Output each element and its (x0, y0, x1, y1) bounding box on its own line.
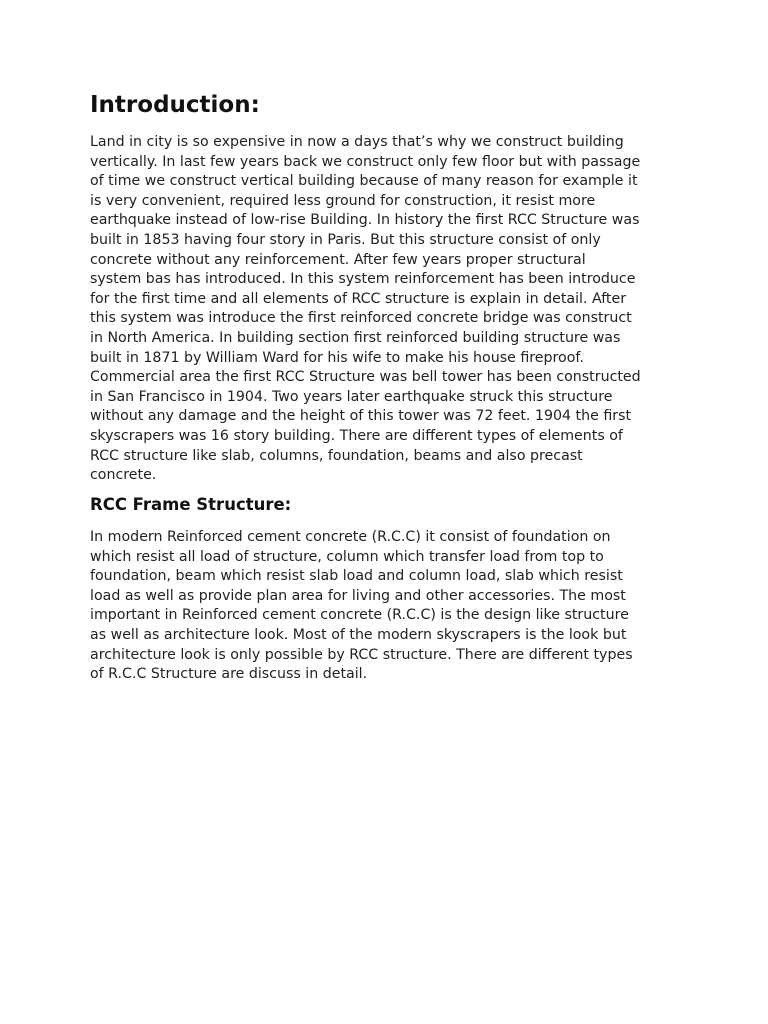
paragraph-line: built in 1871 by William Ward for his wife to make his house fireproof. (90, 349, 584, 366)
paragraph-line: of time we construct vertical building because of many reason for example it (90, 173, 638, 190)
paragraph-line: system bas has introduced. In this system reinforcement has been introduce (90, 271, 636, 288)
paragraph-line: as well as architecture look. Most of the modern skyscrapers is the look but (90, 626, 627, 643)
paragraph-line: Land in city is so expensive in now a days that’s why we construct building (90, 134, 624, 150)
paragraph-line: vertically. In last few years back we construct only few floor but with passage (90, 153, 641, 170)
paragraph-line: In modern Reinforced cement concrete (R.C.C) it consist of foundation on (90, 529, 611, 545)
paragraph-line: of R.C.C Structure are discuss in detail. (90, 666, 368, 683)
paragraph-line: this system was introduce the first reinforced concrete bridge was construct (90, 310, 632, 327)
paragraph-line: in North America. In building section first reinforced building structure was (90, 329, 621, 346)
paragraph-line: is very convenient, required less ground for construction, it resist more (90, 192, 596, 209)
paragraph-line: load as well as provide plan area for living and other accessories. The most (90, 587, 626, 604)
paragraph-line: important in Reinforced cement concrete (R.C.C) is the design like structure (90, 607, 629, 624)
rcc-frame-paragraph (90, 528, 690, 685)
paragraph-line: earthquake instead of low-rise Building. In history the first RCC Structure was (90, 212, 640, 229)
paragraph-line: concrete without any reinforcement. After few years proper structural (90, 251, 586, 268)
paragraph-line: for the first time and all elements of RCC structure is explain in detail. After (90, 290, 627, 307)
paragraph-line: foundation, beam which resist slab load and column load, slab which resist (90, 568, 623, 585)
paragraph-line: without any damage and the height of this tower was 72 feet. 1904 the first (90, 408, 632, 425)
rcc-frame-heading: RCC Frame Structure: (90, 495, 292, 514)
paragraph-line: in San Francisco in 1904. Two years later earthquake struck this structure (90, 388, 613, 405)
paragraph-line: built in 1853 having four story in Paris. But this structure consist of only (90, 231, 601, 248)
paragraph-line: which resist all load of structure, column which transfer load from top to (90, 548, 604, 565)
paragraph-line: Commercial area the first RCC Structure was bell tower has been constructed (90, 369, 641, 386)
paragraph-line: RCC structure like slab, columns, foundation, beams and also precast (90, 447, 583, 464)
introduction-heading: Introduction: (90, 92, 260, 118)
paragraph-line: skyscrapers was 16 story building. There are different types of elements of (90, 427, 623, 444)
paragraph-line: concrete. (90, 467, 157, 484)
paragraph-line: architecture look is only possible by RCC structure. There are different types (90, 646, 633, 663)
introduction-paragraph (90, 133, 690, 486)
